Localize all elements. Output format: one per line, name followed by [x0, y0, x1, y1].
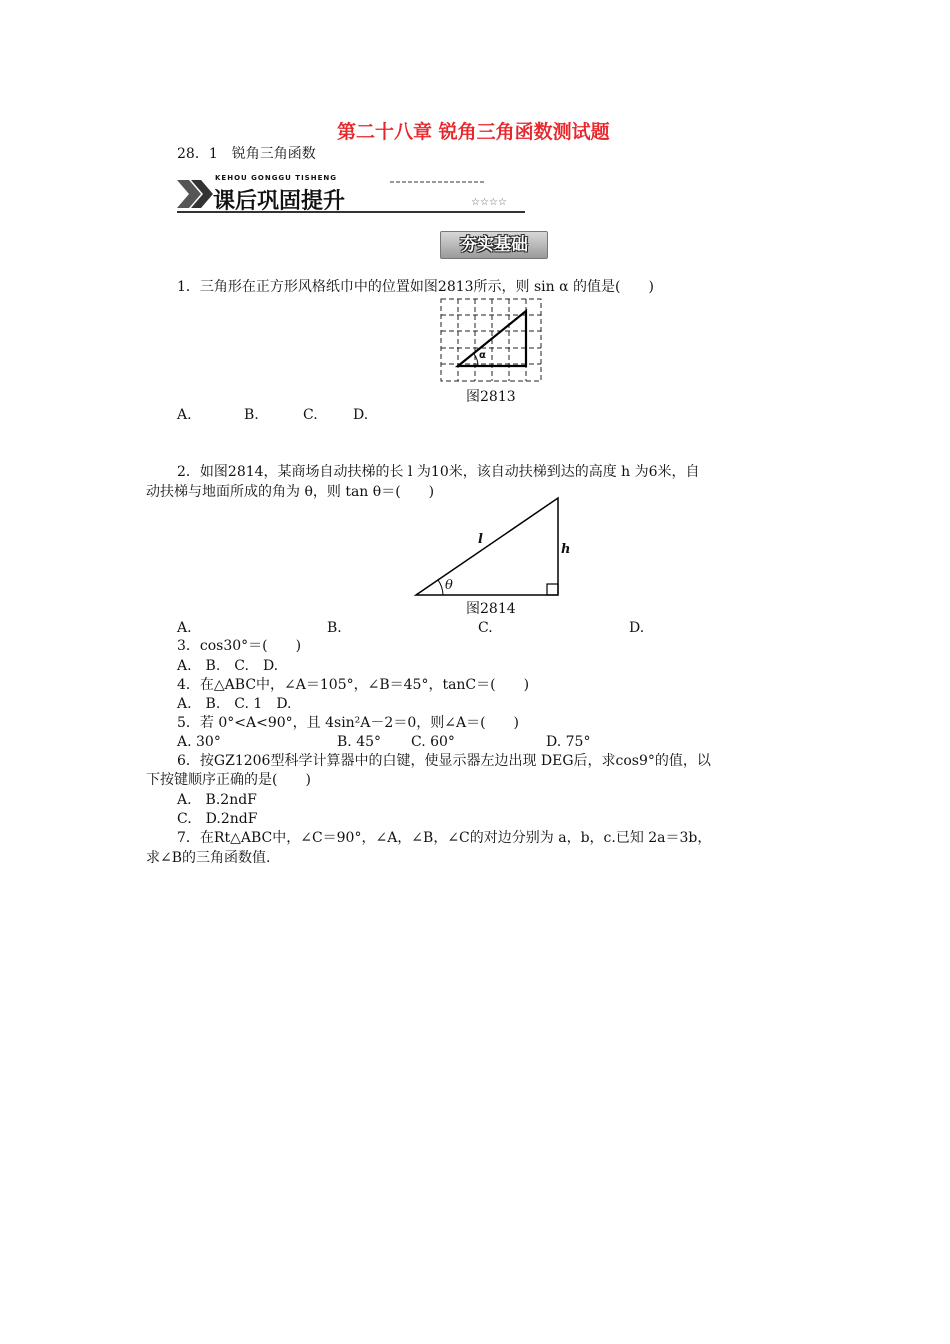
- figure-2813-grid: [438, 296, 544, 384]
- question-7-line2: 求∠B的三角函数值.: [146, 850, 271, 866]
- figure-2814-caption: 图2814: [466, 601, 516, 617]
- subheading-box: [440, 231, 548, 259]
- question-2-line1: 2．如图2814，某商场自动扶梯的长 l 为10米，该自动扶梯到达的高度 h 为6米，自: [177, 464, 700, 480]
- q2-option-c: C.: [478, 620, 493, 636]
- question-4: 4．在△ABC中，∠A＝105°，∠B＝45°，tanC＝( ): [177, 677, 530, 693]
- label-l: l: [478, 532, 483, 547]
- banner-pinyin: KEHOU GONGGU TISHENG: [215, 174, 337, 182]
- banner-heading: 课后巩固提升: [213, 189, 346, 214]
- q5-option-d: D. 75°: [546, 734, 591, 750]
- banner: [175, 172, 527, 214]
- alpha-label: α: [479, 350, 486, 361]
- section-heading: 28．1 锐角三角函数: [177, 146, 316, 162]
- question-6-line1: 6．按GZ1206型科学计算器中的白键，使显示器左边出现 DEG后，求cos9°的值，以: [177, 753, 711, 769]
- q5-option-a: A. 30°: [177, 734, 221, 750]
- q5-option-c: C. 60°: [411, 734, 455, 750]
- q1-option-d: D.: [353, 407, 369, 423]
- question-2-line2: 动扶梯与地面所成的角为 θ，则 tan θ＝( ): [146, 484, 435, 500]
- q4-options: A. B. C. 1 D.: [177, 696, 292, 712]
- question-7-line1: 7．在Rt△ABC中，∠C＝90°，∠A，∠B，∠C的对边分别为 a，b，c.已知 2a＝3b，: [177, 830, 712, 846]
- label-theta: θ: [445, 578, 453, 593]
- banner-stars: ☆☆☆☆: [471, 197, 507, 208]
- q3-options: A. B. C. D.: [177, 658, 279, 674]
- page-title: 第二十八章 锐角三角函数测试题: [337, 121, 610, 143]
- q1-option-b: B.: [244, 407, 259, 423]
- figure-2813-caption: 图2813: [466, 389, 516, 405]
- q5-option-b: B. 45°: [337, 734, 382, 750]
- q2-option-a: A.: [177, 620, 192, 636]
- q6-options-ab: A. B.2ndF: [177, 792, 257, 808]
- q6-options-cd: C. D.2ndF: [177, 811, 258, 827]
- figure-2814-triangle: [413, 495, 563, 599]
- question-3: 3．cos30°＝( ): [177, 638, 302, 654]
- q1-option-c: C.: [303, 407, 318, 423]
- q2-option-d: D.: [629, 620, 645, 636]
- question-6-line2: 下按键顺序正确的是( ): [146, 772, 311, 788]
- q2-option-b: B.: [327, 620, 342, 636]
- subheading: 夯实基础: [460, 235, 528, 255]
- label-h: h: [561, 542, 571, 557]
- question-1: 1．三角形在正方形风格纸巾中的位置如图2813所示，则 sin α 的值是( ): [177, 279, 654, 295]
- question-5: 5．若 0°<A<90°，且 4sin²A－2＝0，则∠A＝( ): [177, 715, 519, 731]
- q1-option-a: A.: [177, 407, 192, 423]
